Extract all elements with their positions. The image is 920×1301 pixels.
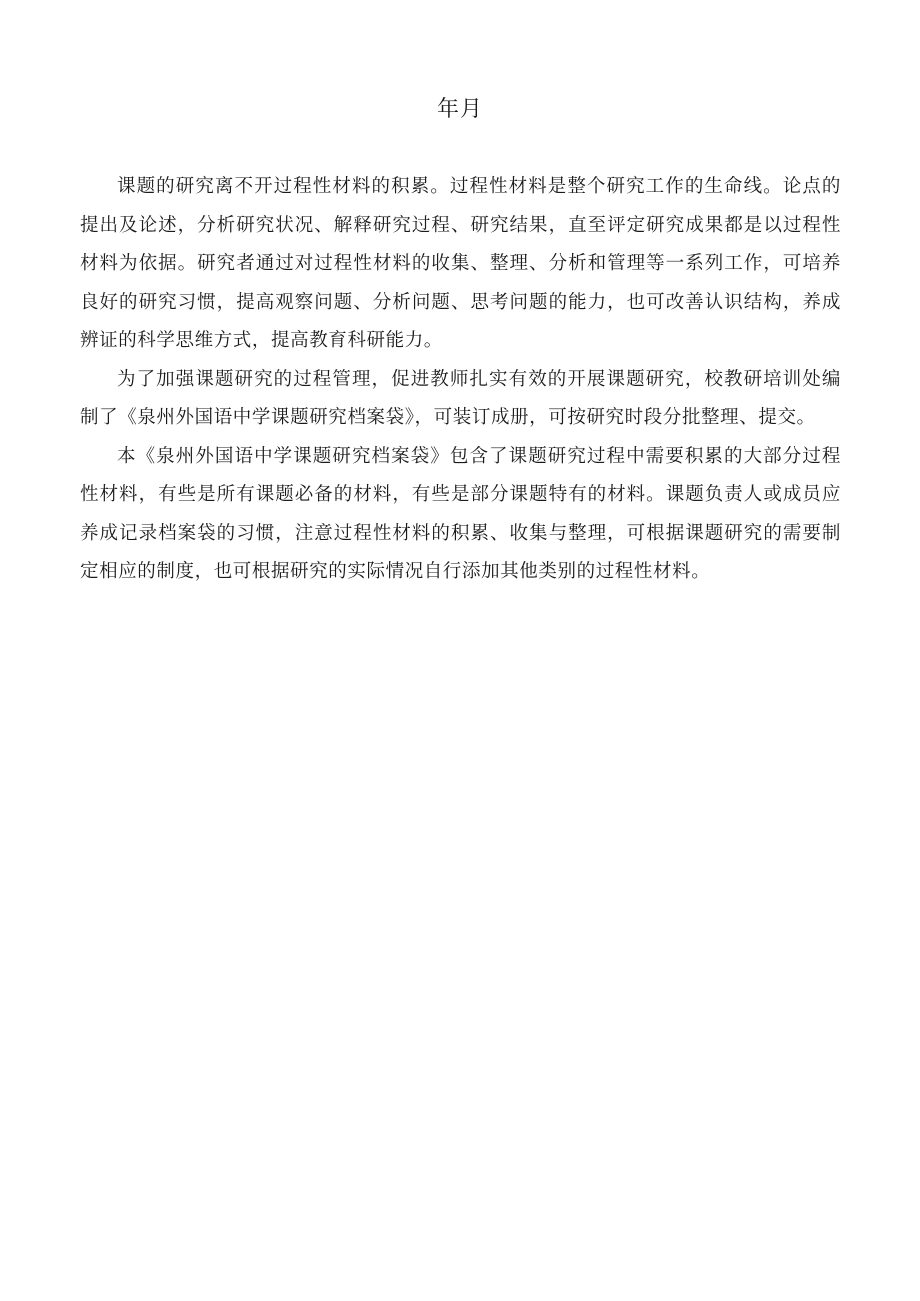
paragraph-contents: 本《泉州外国语中学课题研究档案袋》包含了课题研究过程中需要积累的大部分过程性材料，有些是所有课题必备的材料，有些是部分课题特有的材料。课题负责人或成员应养成记录档案袋的习惯，注意过程性材料的积累、收集与整理，可根据课题研究的需要制定相应的制度，也可根据研究的实际情况自行添加其他类别的过程性材料。 xyxy=(80,445,841,582)
document-body xyxy=(80,168,841,592)
paragraph-intro: 课题的研究离不开过程性材料的积累。过程性材料是整个研究工作的生命线。论点的提出及论述，分析研究状况、解释研究过程、研究结果，直至评定研究成果都是以过程性材料为依据。研究者通过对过程性材料的收集、整理、分析和管理等一系列工作，可培养良好的研究习惯，提高观察问题、分析问题、思考问题的能力，也可改善认识结构，养成辨证的科学思维方式，提高教育科研能力。 xyxy=(80,176,841,351)
document-heading: 年月 xyxy=(436,97,483,122)
paragraph-purpose: 为了加强课题研究的过程管理，促进教师扎实有效的开展课题研究，校教研培训处编制了《泉州外国语中学课题研究档案袋》，可装订成册，可按研究时段分批整理、提交。 xyxy=(80,368,841,428)
